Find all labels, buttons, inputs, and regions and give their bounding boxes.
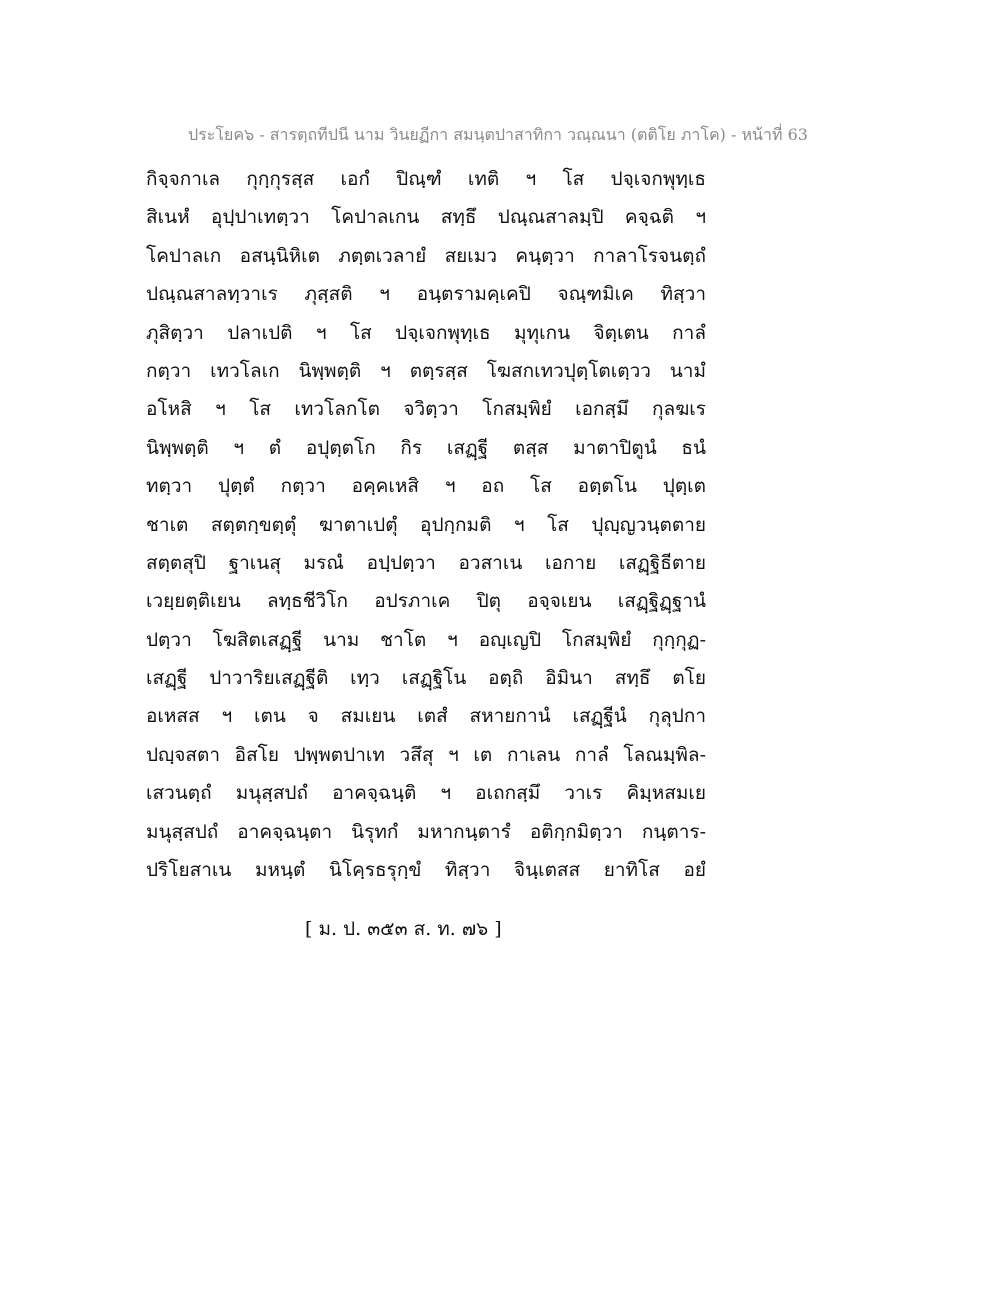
text-line: อเหสส ฯ เตน จ สมเยน เตสํ สหายกานํ เสฏฺฐีนํ กุลุปกา [146,705,706,728]
text-line: นิพฺพตฺติ ฯ ตํ อปุตฺตโก กิร เสฏฺฐี ตสฺส มาตาปิตูนํ ธนํ [146,436,706,459]
text-line: ปตฺวา โฆสิตเสฏฺฐี นาม ชาโต ฯ อญฺเญปิ โกสมฺพิยํ กุกฺกุฏ- [146,628,706,651]
text-line: มนุสฺสปถํ อาคจฺฉนฺตา นิรุทกํ มหากนฺตารํ อติกฺกมิตฺวา กนฺตาร- [146,820,706,843]
text-line: ภุสิตฺวา ปลาเปติ ฯ โส ปจฺเจกพุทฺเธ มุทุเกน จิตฺเตน กาลํ [146,321,706,344]
body-text [146,160,706,889]
text-line: เวยฺยตฺติเยน ลทฺธชีวิโก อปรภาเค ปิตุ อจฺจเยน เสฏฺฐิฏฺฐานํ [146,590,706,613]
text-line: ปณฺณสาลทฺวาเร ภุสฺสติ ฯ อนฺตรามคฺเคปิ จณฺฑมิเค ทิสฺวา [146,283,706,306]
text-line: กตฺวา เทวโลเก นิพฺพตฺติ ฯ ตตฺรสฺส โฆสกเทวปุตฺโตเตฺวว นามํ [146,359,706,382]
text-line: กิจฺจกาเล กุกฺกุรสฺส เอกํ ปิณฺฑํ เทติ ฯ โส ปจฺเจกพุทฺเธ [146,168,706,190]
text-line: โคปาลเก อสนฺนิหิเต ภตฺตเวลายํ สยเมว คนฺตฺวา กาลาโรจนตฺถํ [146,244,706,267]
running-header: ประโยค๖ - สารตฺถทีปนี นาม วินยฏีกา สมนฺตปาสาทิกา วณฺณนา (ตติโย ภาโค) - หน้าที่ 63 [188,125,808,144]
text-line: อโหสิ ฯ โส เทวโลกโต จวิตฺวา โกสมฺพิยํ เอกสฺมึ กุลฆเร [146,398,706,421]
text-line: ปริโยสาเน มหนฺตํ นิโคฺรธรุกฺขํ ทิสฺวา จินฺเตสส ยาทิโส อยํ [146,859,706,882]
text-line: สิเนหํ อุปฺปาเทตฺวา โคปาลเกน สทฺธึ ปณฺณสาลมฺปิ คจฺฉติ ฯ [146,206,706,229]
page-reference: [ ม. ป. ๓๕๓ ส. ท. ๗๖ ] [305,918,502,940]
text-line: เสวนตฺถํ มนุสฺสปถํ อาคจฺฉนฺติ ฯ อเถกสฺมึ วาเร คิมฺหสมเย [146,782,706,805]
text-line: สตฺตสุปิ ฐาเนสุ มรณํ อปฺปตฺวา อวสาเน เอกาย เสฏฺฐิธีตาย [146,551,706,574]
text-line: ทตฺวา ปุตฺตํ กตฺวา อคฺคเหสิ ฯ อถ โส อตฺตโน ปุตฺเต [146,475,706,498]
text-line: ปญฺจสตา อิสโย ปพฺพตปาเท วสึสุ ฯ เต กาเลน กาลํ โลณมฺพิล- [146,743,706,766]
text-line: เสฏฺฐี ปาวาริยเสฏฺฐีติ เทฺว เสฏฺฐิโน อตฺถิ อิมินา สทฺธึ ตโย [146,667,706,690]
text-line: ชาเต สตฺตกฺขตฺตุํ ฆาตาเปตุํ อุปกฺกมติ ฯ โส ปุญฺญวนฺตตาย [146,513,706,536]
